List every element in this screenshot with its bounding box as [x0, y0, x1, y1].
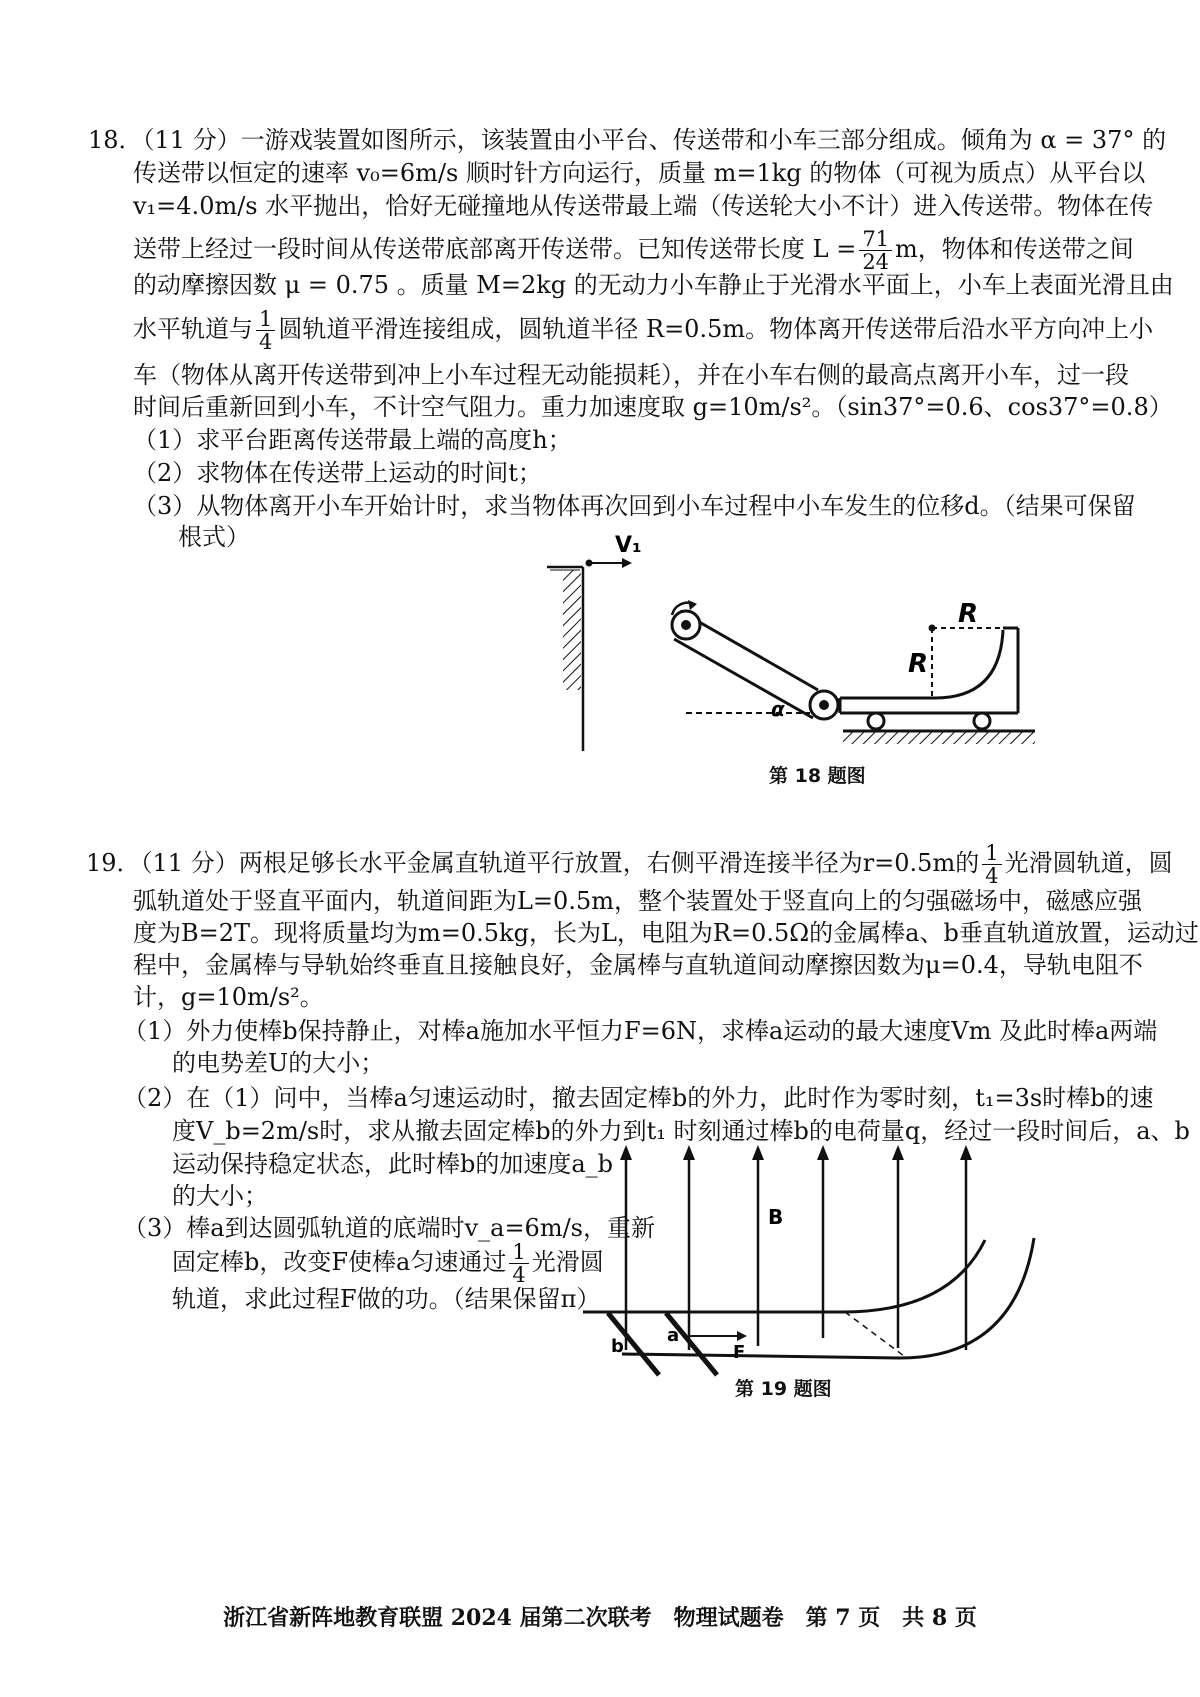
fraction-numerator: 1 [982, 842, 1001, 865]
q18-line-8: 时间后重新回到小车，不计空气阻力。重力加速度取 g=10m/s²。（sin37°=0.6、cos37°=0.8） [133, 393, 1173, 421]
q18-line-7: 车（物体从离开传送带到冲上小车过程无动能损耗），并在小车右侧的最高点离开小车，过一段 [133, 361, 1129, 389]
q19-subq-2: （2）在（1）问中，当棒a匀速运动时，撤去固定棒b的外力，此时作为零时刻，t₁=3s时棒b的速 [123, 1084, 1154, 1112]
q18-line-4-tail: m，物体和传送带之间 [895, 235, 1134, 263]
q19-subq-3-tail: 光滑圆 [531, 1248, 604, 1276]
force-label: F [733, 1342, 746, 1363]
radius-label-top: R [958, 599, 979, 629]
rod-b-label: b [611, 1336, 624, 1357]
q18-subq-1: （1）求平台距离传送带最上端的高度h； [133, 426, 572, 454]
q18-line-5: 的动摩擦因数 μ = 0.75 。质量 M=2kg 的无动力小车静止于光滑水平面上，小车上表面光滑且由 [133, 271, 1174, 299]
q18-line-1: 18．（11 分）一游戏装置如图所示，该装置由小平台、传送带和小车三部分组成。倾角为 α = 37° 的 [88, 126, 1167, 154]
q18-line-2: 传送带以恒定的速率 v₀=6m/s 顺时针方向运行，质量 m=1kg 的物体（可视为质点）从平台以 [133, 159, 1146, 187]
force-arrow [690, 1331, 747, 1363]
q18-line-6-text: 水平轨道与 [133, 315, 253, 343]
q19-subq-3-text: 固定棒b，改变F使棒a匀速通过 [172, 1248, 507, 1276]
q18-subq-2: （2）求物体在传送带上运动的时间t； [133, 459, 542, 487]
q19-subq-3: （3）棒a到达圆弧轨道的底端时v_a=6m/s，重新 [123, 1214, 655, 1242]
q19-line-2: 弧轨道处于竖直平面内，轨道间距为L=0.5m，整个装置处于竖直向上的匀强磁场中，磁感应强 [133, 887, 1142, 915]
fraction-numerator: 1 [509, 1241, 528, 1264]
radius-label-side: R [908, 649, 929, 679]
q18-subq-3: （3）从物体离开小车开始计时，求当物体再次回到小车过程中小车发生的位移d。（结果可保留 [133, 492, 1136, 520]
figure-18-caption: 第 18 题图 [769, 765, 866, 787]
q18-line-6-tail: 圆轨道平滑连接组成，圆轨道半径 R=0.5m。物体离开传送带后沿水平方向冲上小 [278, 315, 1154, 343]
fraction-denominator: 4 [259, 330, 273, 354]
q19-line-3: 度为B=2T。现将质量均为m=0.5kg，长为L，电阻为R=0.5Ω的金属棒a、b垂直轨道放置，运动过 [133, 919, 1199, 947]
q18-line-3: v₁=4.0m/s 水平抛出，恰好无碰撞地从传送带最上端（传送轮大小不计）进入传送带。物体在传 [133, 192, 1154, 220]
fraction-numerator: 71 [859, 228, 892, 251]
v1-label: V₁ [615, 533, 642, 558]
rod-a-label: a [667, 1325, 680, 1346]
figure-19-caption: 第 19 题图 [735, 1378, 832, 1400]
q19-subq-2-cont-1: 度V_b=2m/s时，求从撤去固定棒b的外力到t₁ 时刻通过棒b的电荷量q，经过一段时间后，a、b [172, 1117, 1190, 1145]
alpha-label: α [771, 697, 785, 721]
q19-subq-1-cont: 的电势差U的大小； [172, 1049, 385, 1077]
fraction-denominator: 4 [512, 1263, 526, 1287]
q19-line-1-tail: 光滑圆轨道，圆 [1004, 849, 1173, 877]
q19-subq-1: （1）外力使棒b保持静止，对棒a施加水平恒力F=6N，求棒a运动的最大速度Vm 及此时棒a两端 [123, 1017, 1158, 1045]
fraction-denominator: 4 [985, 864, 999, 888]
q19-subq-2-cont-3: 的大小； [172, 1182, 268, 1210]
rods [608, 1313, 717, 1375]
fraction-numerator: 1 [256, 308, 275, 331]
q18-line-4-text: 送带上经过一段时间从传送带底部离开传送带。已知传送带长度 L = [133, 235, 857, 263]
q19-line-4: 程中，金属棒与导轨始终垂直且接触良好，金属棒与直轨道间动摩擦因数为μ=0.4，导轨电阻不 [133, 951, 1143, 979]
field-label: B [768, 1205, 784, 1229]
q19-line-5: 计，g=10m/s²。 [133, 983, 324, 1011]
page-footer: 浙江省新阵地教育联盟 2024 届第二次联考 物理试题卷 第 7 页 共 8 页 [223, 1605, 977, 1631]
q18-subq-3-cont: 根式） [178, 523, 250, 551]
q19-line-1-text: 19．（11 分）两根足够长水平金属直轨道平行放置，右侧平滑连接半径为r=0.5m的 [86, 849, 980, 877]
fraction-denominator: 24 [862, 250, 890, 274]
q19-subq-2-cont-2: 运动保持稳定状态，此时棒b的加速度a_b [172, 1150, 614, 1178]
q19-subq-3-cont-2: 轨道，求此过程F做的功。（结果保留π） [172, 1285, 601, 1313]
